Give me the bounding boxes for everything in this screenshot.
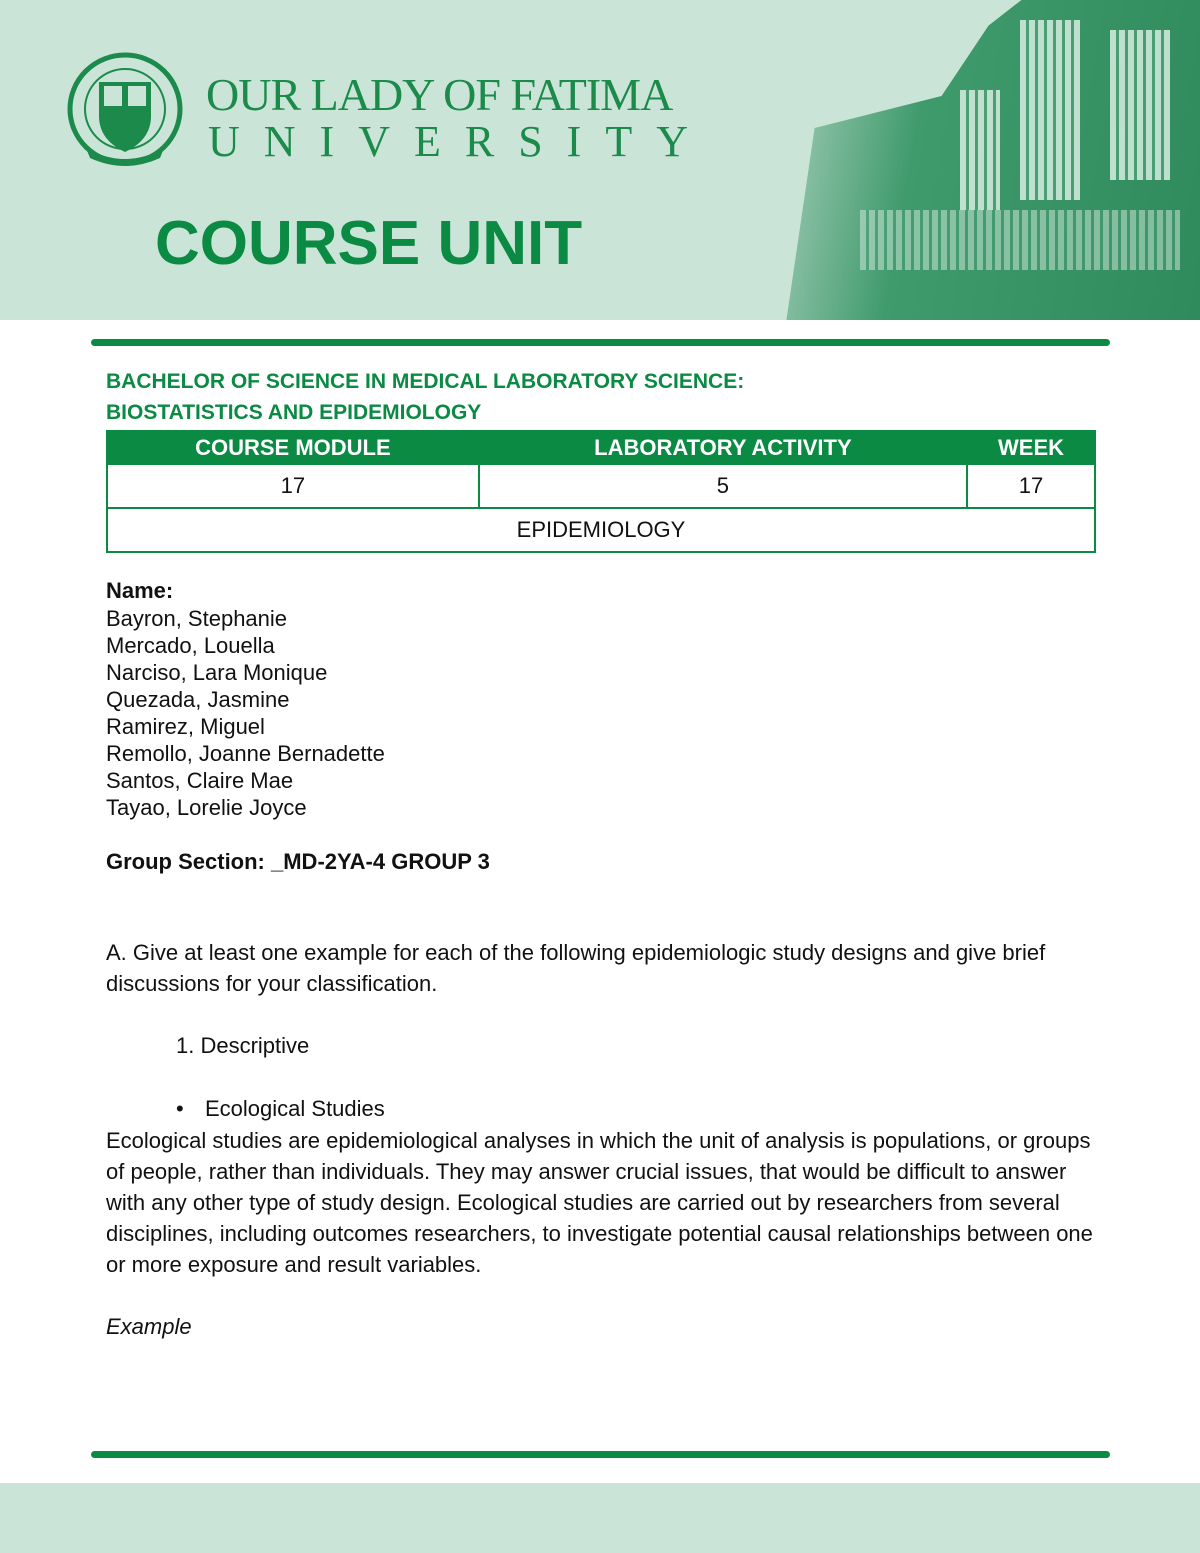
name-item: Quezada, Jasmine	[106, 687, 290, 712]
header-course-module: COURSE MODULE	[107, 431, 479, 464]
list-item-descriptive: 1. Descriptive	[176, 1033, 310, 1058]
header-week: WEEK	[967, 431, 1095, 464]
name-item: Bayron, Stephanie	[106, 606, 288, 631]
top-divider	[91, 339, 1110, 346]
name-item: Mercado, Louella	[106, 633, 275, 658]
bottom-divider	[91, 1451, 1110, 1458]
laboratory-activity-value: 5	[479, 464, 967, 508]
bullet-icon: •	[176, 1096, 184, 1121]
name-item: Remollo, Joanne Bernadette	[106, 741, 385, 766]
name-item: Ramirez, Miguel	[106, 714, 265, 739]
example-label: Example	[106, 1314, 192, 1339]
course-info-table	[106, 430, 1096, 553]
header-banner	[0, 0, 1200, 320]
instruction-text: A. Give at least one example for each of the following epidemiologic study designs and give brief discussions for your classification.	[106, 940, 1046, 996]
course-title: BIOSTATISTICS AND EPIDEMIOLOGY	[106, 401, 482, 424]
course-unit-title: COURSE UNIT	[155, 209, 583, 278]
university-seal-logo	[66, 52, 184, 170]
name-item: Tayao, Lorelie Joyce	[106, 795, 307, 820]
footer-band	[0, 1483, 1200, 1553]
names-list	[106, 605, 385, 821]
name-item: Santos, Claire Mae	[106, 768, 294, 793]
building-image	[730, 0, 1200, 320]
program-title: BACHELOR OF SCIENCE IN MEDICAL LABORATORY SCIENCE:	[106, 370, 745, 393]
week-value: 17	[967, 464, 1095, 508]
university-name-line1: OUR LADY OF FATIMA	[206, 69, 673, 120]
ecological-paragraph: Ecological studies are epidemiological analyses in which the unit of analysis is populations, or groups of people, rather than individuals. They may answer crucial issues, that would be difficult to answer with any other type of study design. Ecological studies are carried out by researchers from several disciplines, including outcomes researchers, to investigate potential causal relationships between one or more exposure and result variables.	[106, 1128, 1093, 1277]
header-laboratory-activity: LABORATORY ACTIVITY	[479, 431, 967, 464]
course-module-value: 17	[107, 464, 479, 508]
topic-cell: EPIDEMIOLOGY	[107, 508, 1095, 552]
university-name-line2: UNIVERSITY	[208, 117, 712, 166]
group-section: Group Section: _MD-2YA-4 GROUP 3	[106, 849, 490, 874]
name-item: Narciso, Lara Monique	[106, 660, 328, 685]
bullet-item	[176, 1093, 1166, 1124]
bullet-label: Ecological Studies	[205, 1096, 385, 1121]
names-label: Name:	[106, 578, 174, 603]
